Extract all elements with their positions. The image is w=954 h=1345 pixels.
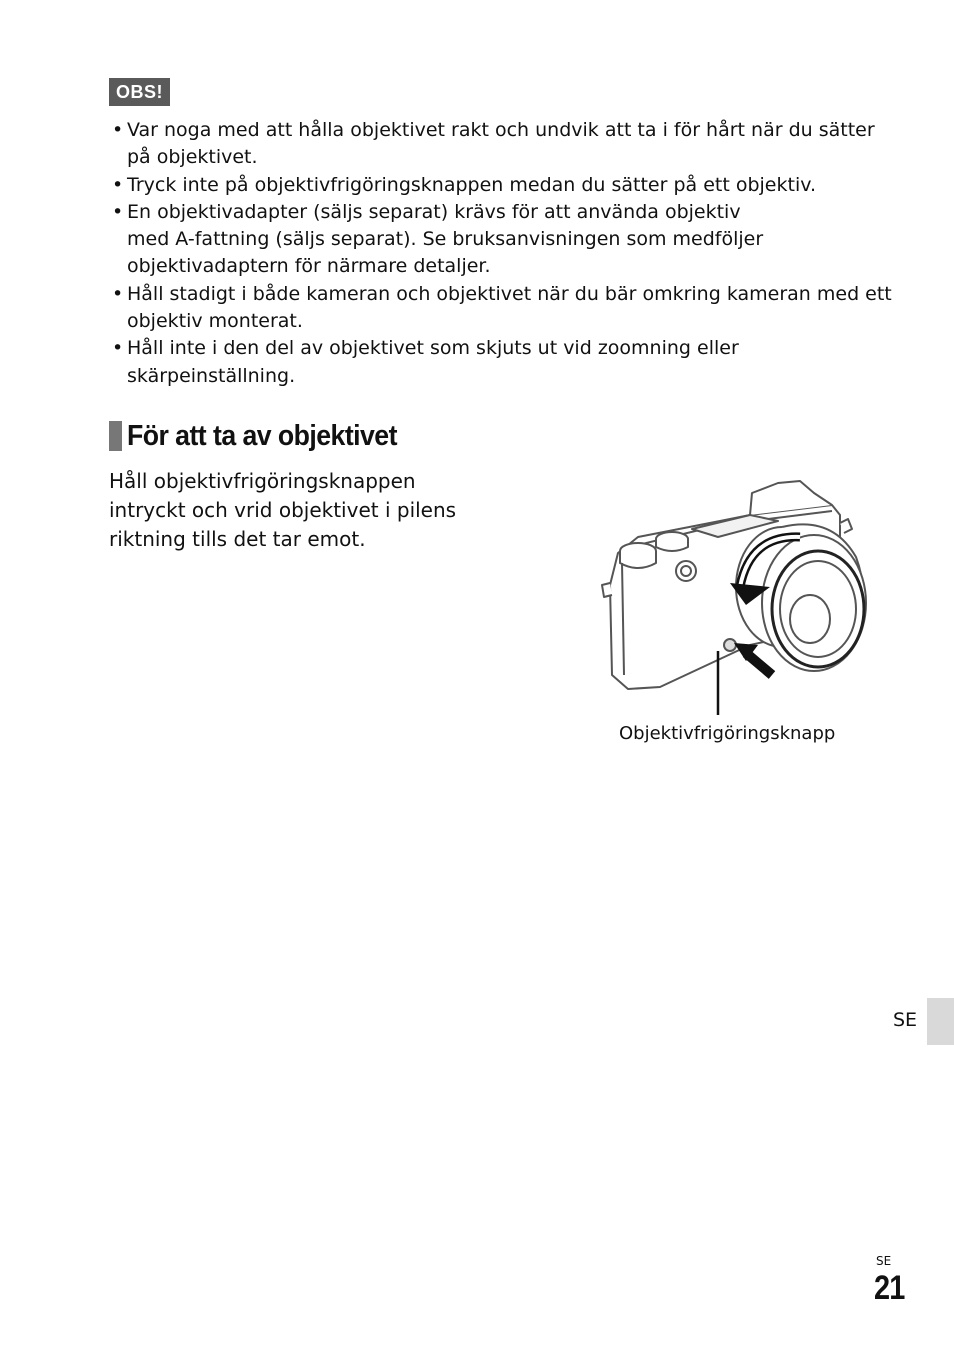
- notice-item: [112, 117, 892, 172]
- notice-item: [112, 281, 892, 336]
- page-number: 21: [874, 1269, 905, 1307]
- notice-text: En objektivadapter (säljs separat) krävs för att använda objektiv med A-fattning (säljs separat). Se bruksanvisningen som medföljer objektivadaptern för närmare detaljer.: [127, 200, 764, 278]
- bullet: •: [112, 119, 124, 141]
- notice-item: [112, 335, 892, 390]
- bullet: •: [112, 200, 124, 223]
- footer-language: SE: [876, 1254, 892, 1268]
- notice-item: [112, 199, 892, 281]
- bullet: •: [112, 337, 124, 360]
- notice-list: [112, 117, 892, 390]
- language-tab: [927, 998, 954, 1045]
- camera-illustration-svg: [600, 475, 880, 715]
- notice-item: [112, 172, 892, 199]
- notice-text: Håll stadigt i både kameran och objektivet när du bär omkring kameran med ett objektiv monterat.: [127, 282, 892, 333]
- notice-text: Håll inte i den del av objektivet som skjuts ut vid zoomning eller skärpeinställning.: [127, 337, 739, 387]
- figure-caption: Objektivfrigöringsknapp: [619, 723, 836, 744]
- section-body: Håll objektivfrigöringsknappen intryckt och vrid objektivet i pilens riktning tills det tar emot.: [109, 469, 457, 551]
- notice-text: Tryck inte på objektivfrigöringsknappen medan du sätter på ett objektiv.: [127, 173, 817, 196]
- bullet: •: [112, 282, 124, 305]
- bullet: •: [112, 173, 124, 196]
- notice-text: Var noga med att hålla objektivet rakt och undvik att ta i för hårt när du sätter på objektivet.: [127, 119, 875, 169]
- heading-marker: [109, 421, 122, 451]
- section-heading: För att ta av objektivet: [127, 420, 397, 452]
- language-tab-label: SE: [893, 1009, 918, 1031]
- obs-badge: OBS!: [109, 78, 170, 106]
- camera-lens-removal-illustration: [600, 475, 880, 719]
